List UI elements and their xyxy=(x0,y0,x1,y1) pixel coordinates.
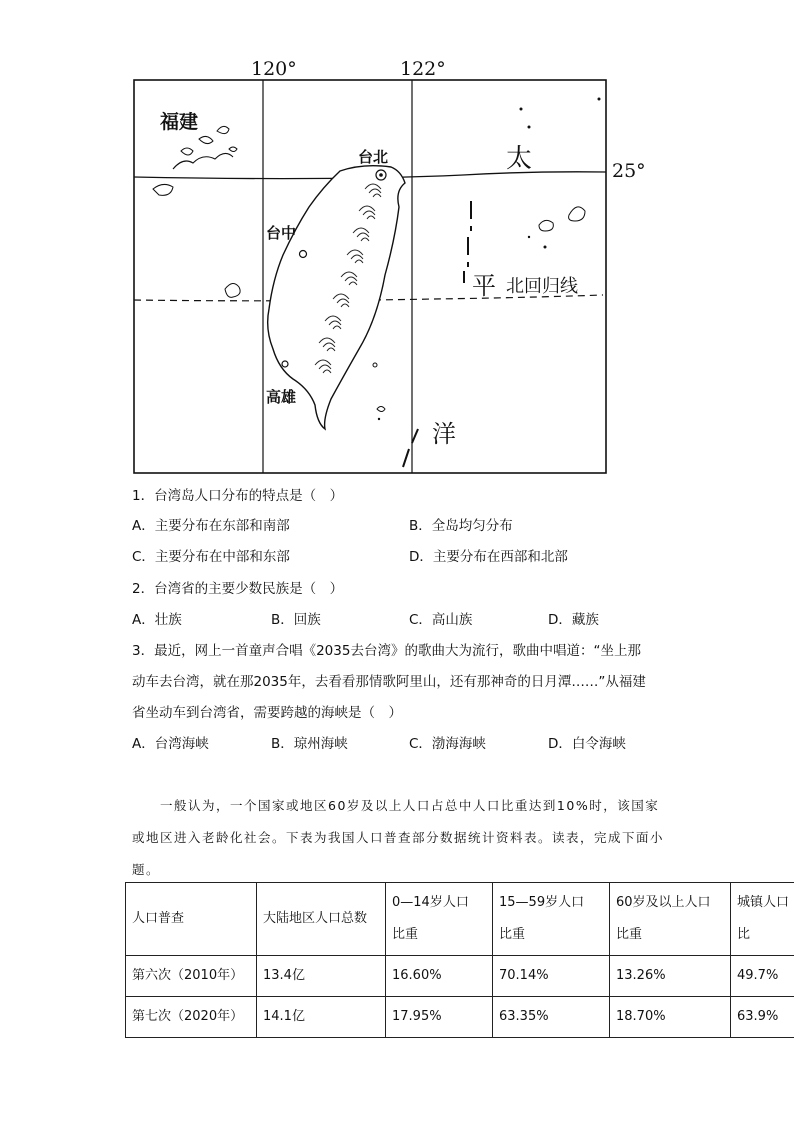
header-total-population: 大陆地区人口总数 xyxy=(257,883,386,956)
table-cell: 第七次（2020年） xyxy=(126,997,257,1038)
lon-label-122: 122° xyxy=(400,58,446,80)
fujian-islet-3 xyxy=(217,126,229,133)
penghu-islands xyxy=(225,283,240,297)
fujian-islet-1 xyxy=(181,148,193,155)
fujian-islet-4 xyxy=(229,147,237,152)
ocean-label-yang: 洋 xyxy=(432,420,456,448)
question-2-option-a[interactable]: A．壮族 xyxy=(132,612,182,628)
header-age-60-plus: 60岁及以上人口 比重 xyxy=(610,883,731,956)
question-2-stem: 2．台湾省的主要少数民族是（ ） xyxy=(132,581,344,597)
table-header-row xyxy=(126,883,794,956)
passage-line-3: 题。 xyxy=(132,862,161,877)
header-age-0-14: 0—14岁人口 比重 xyxy=(386,883,493,956)
table-cell: 63.9% xyxy=(731,997,794,1038)
fujian-islet-2 xyxy=(199,136,213,143)
lat-label-25: 25° xyxy=(612,160,646,182)
table-row xyxy=(126,997,794,1038)
table-cell: 14.1亿 xyxy=(257,997,386,1038)
question-1-option-b[interactable]: B．全岛均匀分布 xyxy=(409,518,513,534)
passage-line-2: 或地区进入老龄化社会。下表为我国人口普查部分数据统计资料表。读表，完成下面小 xyxy=(132,830,665,845)
table-cell: 18.70% xyxy=(610,997,731,1038)
question-3-stem-line-3: 省坐动车到台湾省，需要跨越的海峡是（ ） xyxy=(132,705,402,721)
table-cell: 16.60% xyxy=(386,956,493,997)
table-cell: 17.95% xyxy=(386,997,493,1038)
question-1-stem: 1．台湾岛人口分布的特点是（ ） xyxy=(132,488,344,504)
question-2-option-b[interactable]: B．回族 xyxy=(271,612,321,628)
header-census: 人口普查 xyxy=(126,883,257,956)
question-1-option-a[interactable]: A．主要分布在东部和南部 xyxy=(132,518,290,534)
place-label-kaohsiung: 高雄 xyxy=(266,388,297,406)
question-2-option-c[interactable]: C．高山族 xyxy=(409,612,473,628)
fujian-islet-5 xyxy=(153,184,173,195)
table-cell: 第六次（2010年） xyxy=(126,956,257,997)
table-cell: 70.14% xyxy=(493,956,610,997)
question-3-option-a[interactable]: A．台湾海峡 xyxy=(132,736,209,752)
table-cell: 63.35% xyxy=(493,997,610,1038)
place-label-taipei: 台北 xyxy=(358,148,389,166)
table-cell: 13.26% xyxy=(610,956,731,997)
lon-label-120: 120° xyxy=(251,58,297,80)
ocean-label-ping: 平 xyxy=(472,272,496,300)
table-row xyxy=(126,956,794,997)
tropic-label: 北回归线 xyxy=(506,276,578,297)
table-cell: 49.7% xyxy=(731,956,794,997)
question-3-option-c[interactable]: C．渤海海峡 xyxy=(409,736,486,752)
question-3-stem-line-1: 3．最近，网上一首童声合唱《2035去台湾》的歌曲大为流行，歌曲中唱道：“坐上那 xyxy=(132,643,641,659)
census-table xyxy=(125,882,794,1038)
question-3-stem-line-2: 动车去台湾，就在那2035年，去看看那情歌阿里山，还有那神奇的日月潭……”从福建 xyxy=(132,674,646,690)
passage-line-1: 一般认为，一个国家或地区60岁及以上人口占总中人口比重达到10%时，该国家 xyxy=(160,798,660,813)
table-cell: 13.4亿 xyxy=(257,956,386,997)
header-urban-population: 城镇人口比 xyxy=(731,883,794,956)
question-1-option-c[interactable]: C．主要分布在中部和东部 xyxy=(132,549,290,565)
question-3-option-b[interactable]: B．琼州海峡 xyxy=(271,736,348,752)
question-1-option-d[interactable]: D．主要分布在西部和北部 xyxy=(409,549,568,565)
place-label-taichung: 台中 xyxy=(266,224,297,242)
header-age-15-59: 15—59岁人口 比重 xyxy=(493,883,610,956)
question-3-option-d[interactable]: D．白令海峡 xyxy=(548,736,626,752)
question-2-option-d[interactable]: D．藏族 xyxy=(548,612,599,628)
ryukyu-island-2 xyxy=(569,207,585,221)
fujian-coast xyxy=(173,153,233,169)
ryukyu-island-1 xyxy=(539,220,553,231)
ocean-label-tai: 太 xyxy=(506,144,533,174)
place-label-fujian: 福建 xyxy=(160,111,199,133)
